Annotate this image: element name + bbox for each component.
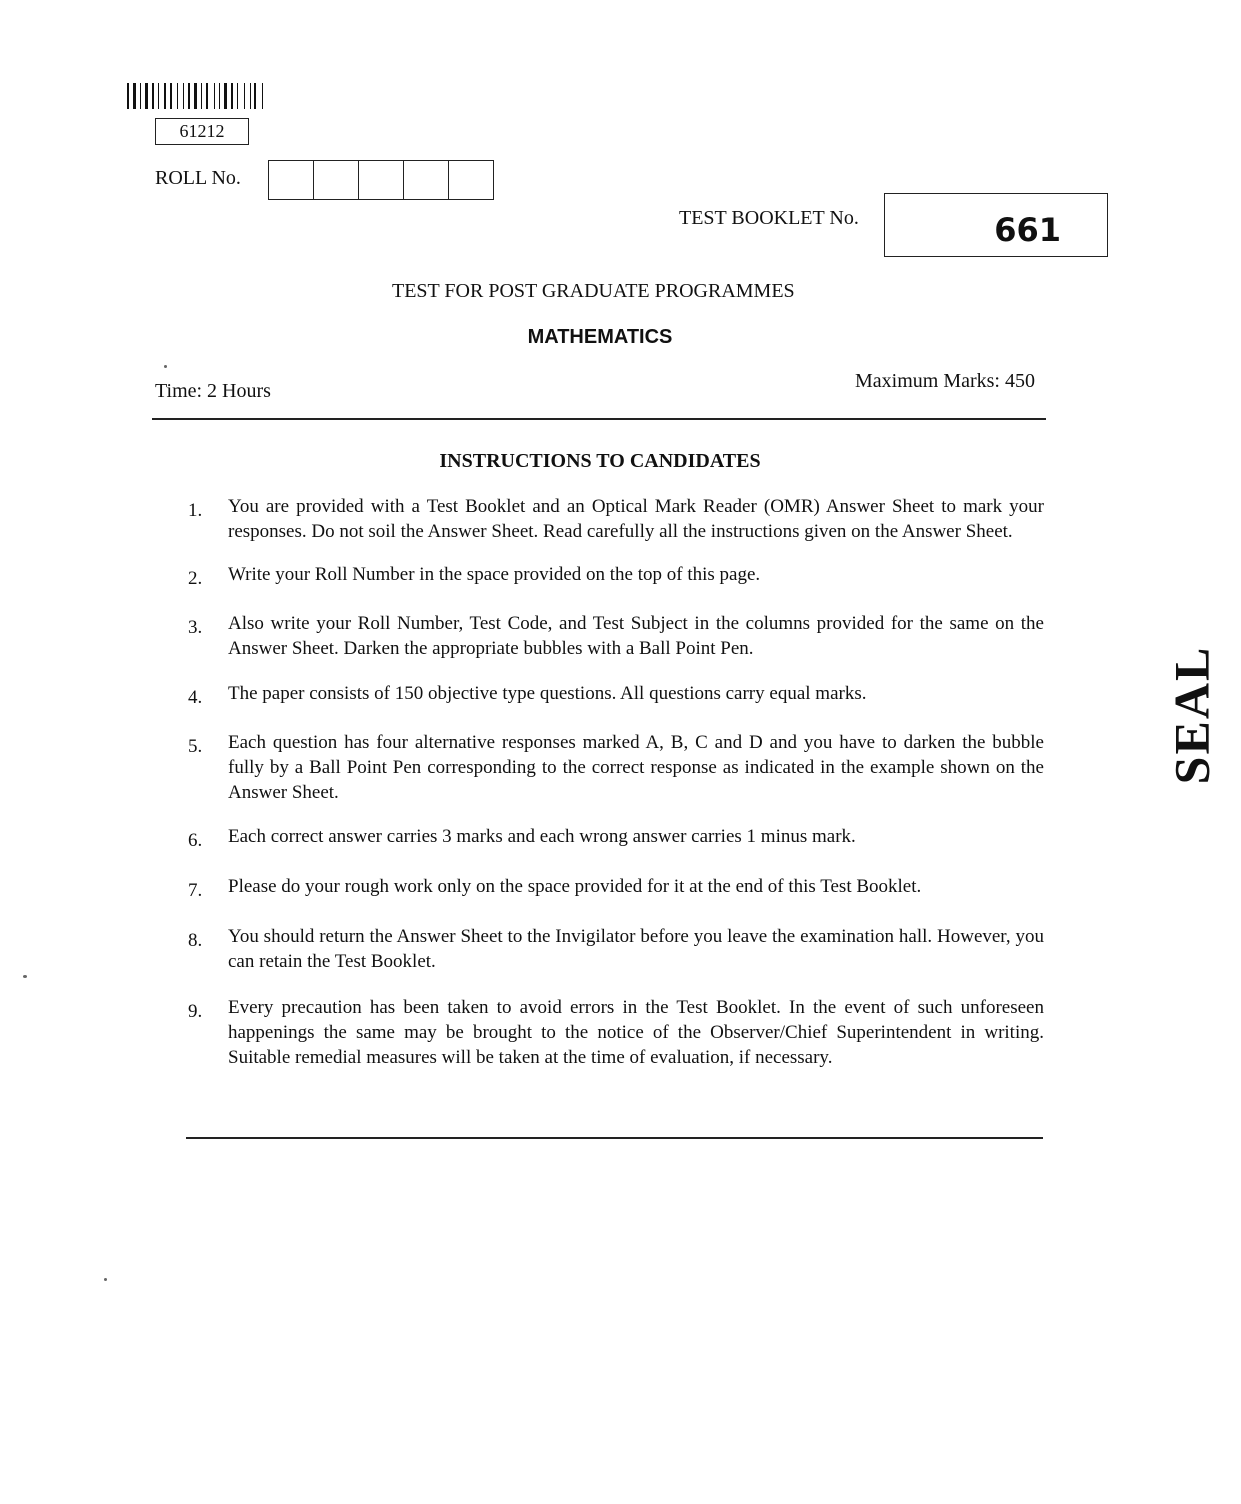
instructions-heading: INSTRUCTIONS TO CANDIDATES [439, 450, 761, 472]
instruction-item [188, 681, 1044, 710]
barcode-bar [155, 83, 156, 109]
barcode-bar [224, 83, 227, 109]
barcode-bar [264, 83, 266, 109]
barcode-bar [127, 83, 129, 109]
barcode [127, 83, 281, 109]
barcode-bar [158, 83, 159, 109]
barcode-bar [137, 83, 138, 109]
barcode-bar [222, 83, 223, 109]
barcode-bar [145, 83, 148, 109]
barcode-bar [254, 83, 256, 109]
barcode-bar [252, 83, 253, 109]
instruction-text: Each correct answer carries 3 marks and each wrong answer carries 1 minus mark. [228, 826, 856, 847]
roll-digit-box[interactable] [449, 161, 493, 199]
barcode-bar [240, 83, 243, 109]
instruction-text: The paper consists of 150 objective type questions. All questions carry equal marks. [228, 683, 867, 704]
barcode-bar [133, 83, 136, 109]
booklet-number: 661 [884, 193, 1108, 257]
instruction-text: Also write your Roll Number, Test Code, and Test Subject in the columns provided for the same on the Answer Sheet. Darken the appropriate bubbles with a Ball Point Pen. [228, 613, 1044, 659]
instruction-text: Write your Roll Number in the space provided on the top of this page. [228, 564, 761, 585]
barcode-bar [209, 83, 212, 109]
scan-speck [23, 975, 27, 978]
barcode-bar [198, 83, 200, 109]
scan-speck [164, 365, 167, 368]
seal-label [1131, 645, 1241, 785]
barcode-bar [201, 83, 202, 109]
instruction-item [188, 995, 1044, 1070]
instruction-item [188, 611, 1044, 661]
instruction-text: Every precaution has been taken to avoid errors in the Test Booklet. In the event of such unforeseen happenings the same may be brought to the notice of the Observer/Chief Superintendent in writing. Suitable remedial measures will be taken at the time of evaluation, if necessary. [228, 997, 1044, 1068]
instruction-item [188, 730, 1044, 805]
instruction-item [188, 924, 1044, 974]
instructions-list [188, 494, 1044, 1070]
roll-number-boxes[interactable] [268, 160, 494, 200]
roll-digit-box[interactable] [404, 161, 449, 199]
instruction-text: You are provided with a Test Booklet and an Optical Mark Reader (OMR) Answer Sheet to mark your responses. Do not soil the Answer Sheet. Read carefully all the instructions given on the Answer Sheet. [228, 496, 1044, 542]
maximum-marks: Maximum Marks: 450 [855, 370, 1035, 392]
subject-title: MATHEMATICS [527, 326, 673, 348]
instruction-text: Each question has four alternative responses marked A, B, C and D and you have to darken the bubble fully by a Ball Point Pen corresponding to the correct response as indicated in the example shown on the Answer Sheet. [228, 732, 1044, 803]
barcode-bar [216, 83, 218, 109]
barcode-bar [246, 83, 248, 109]
barcode-bar [140, 83, 141, 109]
barcode-bar [234, 83, 236, 109]
instruction-text: You should return the Answer Sheet to the Invigilator before you leave the examination hall. However, you can retain the Test Booklet. [228, 926, 1044, 972]
time-allowed: Time: 2 Hours [155, 380, 271, 402]
instruction-number: 4. [188, 687, 203, 708]
roll-digit-box[interactable] [359, 161, 404, 199]
instruction-number: 8. [188, 930, 203, 951]
barcode-bar [131, 83, 132, 109]
barcode-bar [191, 83, 192, 109]
instruction-number: 5. [188, 736, 203, 757]
booklet-number-label: TEST BOOKLET No. [679, 207, 859, 229]
barcode-bar [206, 83, 208, 109]
seal-text: SEAL [1163, 645, 1219, 785]
instruction-number: 3. [188, 617, 203, 638]
barcode-bar [258, 83, 261, 109]
instruction-item [188, 562, 1044, 591]
barcode-bar [142, 83, 144, 109]
instruction-number: 1. [188, 500, 203, 521]
barcode-bar [177, 83, 178, 109]
barcode-bar [231, 83, 233, 109]
instruction-number: 6. [188, 830, 203, 851]
barcode-bar [194, 83, 197, 109]
barcode-bar [173, 83, 175, 109]
barcode-bar [179, 83, 182, 109]
divider-top [152, 418, 1046, 420]
roll-number-label: ROLL No. [155, 167, 241, 189]
barcode-bar [250, 83, 251, 109]
barcode-bar [244, 83, 245, 109]
instruction-item [188, 824, 1044, 853]
barcode-bar [183, 83, 184, 109]
instruction-number: 9. [188, 1001, 203, 1022]
exam-title: TEST FOR POST GRADUATE PROGRAMMES [392, 280, 795, 302]
roll-digit-box[interactable] [269, 161, 314, 199]
barcode-bar [150, 83, 151, 109]
barcode-bar [170, 83, 172, 109]
barcode-bar [262, 83, 263, 109]
barcode-bar [214, 83, 215, 109]
barcode-bar [188, 83, 190, 109]
barcode-bar [228, 83, 229, 109]
barcode-bar [168, 83, 169, 109]
instruction-number: 7. [188, 880, 203, 901]
barcode-bar [219, 83, 220, 109]
barcode-bar [204, 83, 205, 109]
barcode-bar [186, 83, 187, 109]
barcode-bar [152, 83, 154, 109]
instruction-text: Please do your rough work only on the space provided for it at the end of this Test Booklet. [228, 876, 922, 897]
barcode-bar [164, 83, 166, 109]
divider-bottom [186, 1137, 1043, 1139]
paper-code: 61212 [155, 118, 249, 145]
barcode-bar [237, 83, 238, 109]
instruction-item [188, 874, 1044, 903]
instruction-item [188, 494, 1044, 544]
scan-speck [104, 1278, 107, 1281]
roll-digit-box[interactable] [314, 161, 359, 199]
barcode-bar [160, 83, 163, 109]
instruction-number: 2. [188, 568, 203, 589]
